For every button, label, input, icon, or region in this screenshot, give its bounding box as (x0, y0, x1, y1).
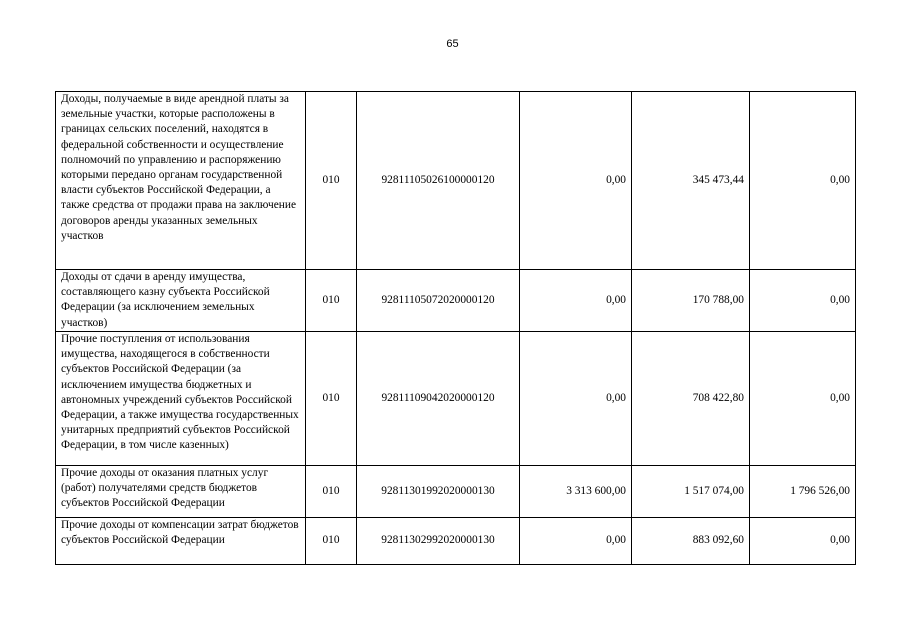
classification-code-cell: 92811109042020000120 (357, 332, 520, 466)
row-name-cell: Прочие доходы от оказания платных услуг (работ) получателями средств бюджетов субъектов Российской Федерации (56, 466, 306, 518)
table-row (56, 518, 856, 565)
table-row (56, 332, 856, 466)
classification-code-cell: 92811302992020000130 (357, 518, 520, 565)
value-3-cell: 0,00 (750, 332, 856, 466)
line-code-cell: 010 (306, 92, 357, 270)
classification-code-cell: 92811301992020000130 (357, 466, 520, 518)
value-1-cell: 3 313 600,00 (520, 466, 632, 518)
row-name-cell: Прочие доходы от компенсации затрат бюджетов субъектов Российской Федерации (56, 518, 306, 565)
value-3-cell: 0,00 (750, 518, 856, 565)
value-3-cell: 0,00 (750, 92, 856, 270)
value-2-cell: 1 517 074,00 (632, 466, 750, 518)
table-row (56, 92, 856, 270)
page-number: 65 (446, 38, 459, 50)
value-1-cell: 0,00 (520, 270, 632, 332)
value-3-cell: 0,00 (750, 270, 856, 332)
value-2-cell: 345 473,44 (632, 92, 750, 270)
value-3-cell: 1 796 526,00 (750, 466, 856, 518)
row-name-cell: Прочие поступления от использования имущества, находящегося в собственности субъектов Российской Федерации (за исключением имущества бюджетных и автономных учреждений субъектов Российской Федерации, а также имущества государственных унитарных предприятий субъектов Российской Федерации, в том числе казенных) (56, 332, 306, 466)
row-name-cell: Доходы, получаемые в виде арендной платы за земельные участки, которые расположены в границах сельских поселений, находятся в федеральной собственности и осуществление полномочий по управлению и распоряжению которыми передано органам государственной власти субъектов Российской Федерации, а также средства от продажи права на заключение договоров аренды указанных земельных участков (56, 92, 306, 270)
line-code-cell: 010 (306, 466, 357, 518)
value-1-cell: 0,00 (520, 518, 632, 565)
classification-code-cell: 92811105072020000120 (357, 270, 520, 332)
row-name-cell: Доходы от сдачи в аренду имущества, составляющего казну субъекта Российской Федерации (за исключением земельных участков) (56, 270, 306, 332)
revenue-table (55, 91, 856, 565)
table-row (56, 270, 856, 332)
value-2-cell: 883 092,60 (632, 518, 750, 565)
value-2-cell: 170 788,00 (632, 270, 750, 332)
value-1-cell: 0,00 (520, 92, 632, 270)
value-1-cell: 0,00 (520, 332, 632, 466)
value-2-cell: 708 422,80 (632, 332, 750, 466)
line-code-cell: 010 (306, 518, 357, 565)
table-row (56, 466, 856, 518)
line-code-cell: 010 (306, 270, 357, 332)
line-code-cell: 010 (306, 332, 357, 466)
classification-code-cell: 92811105026100000120 (357, 92, 520, 270)
